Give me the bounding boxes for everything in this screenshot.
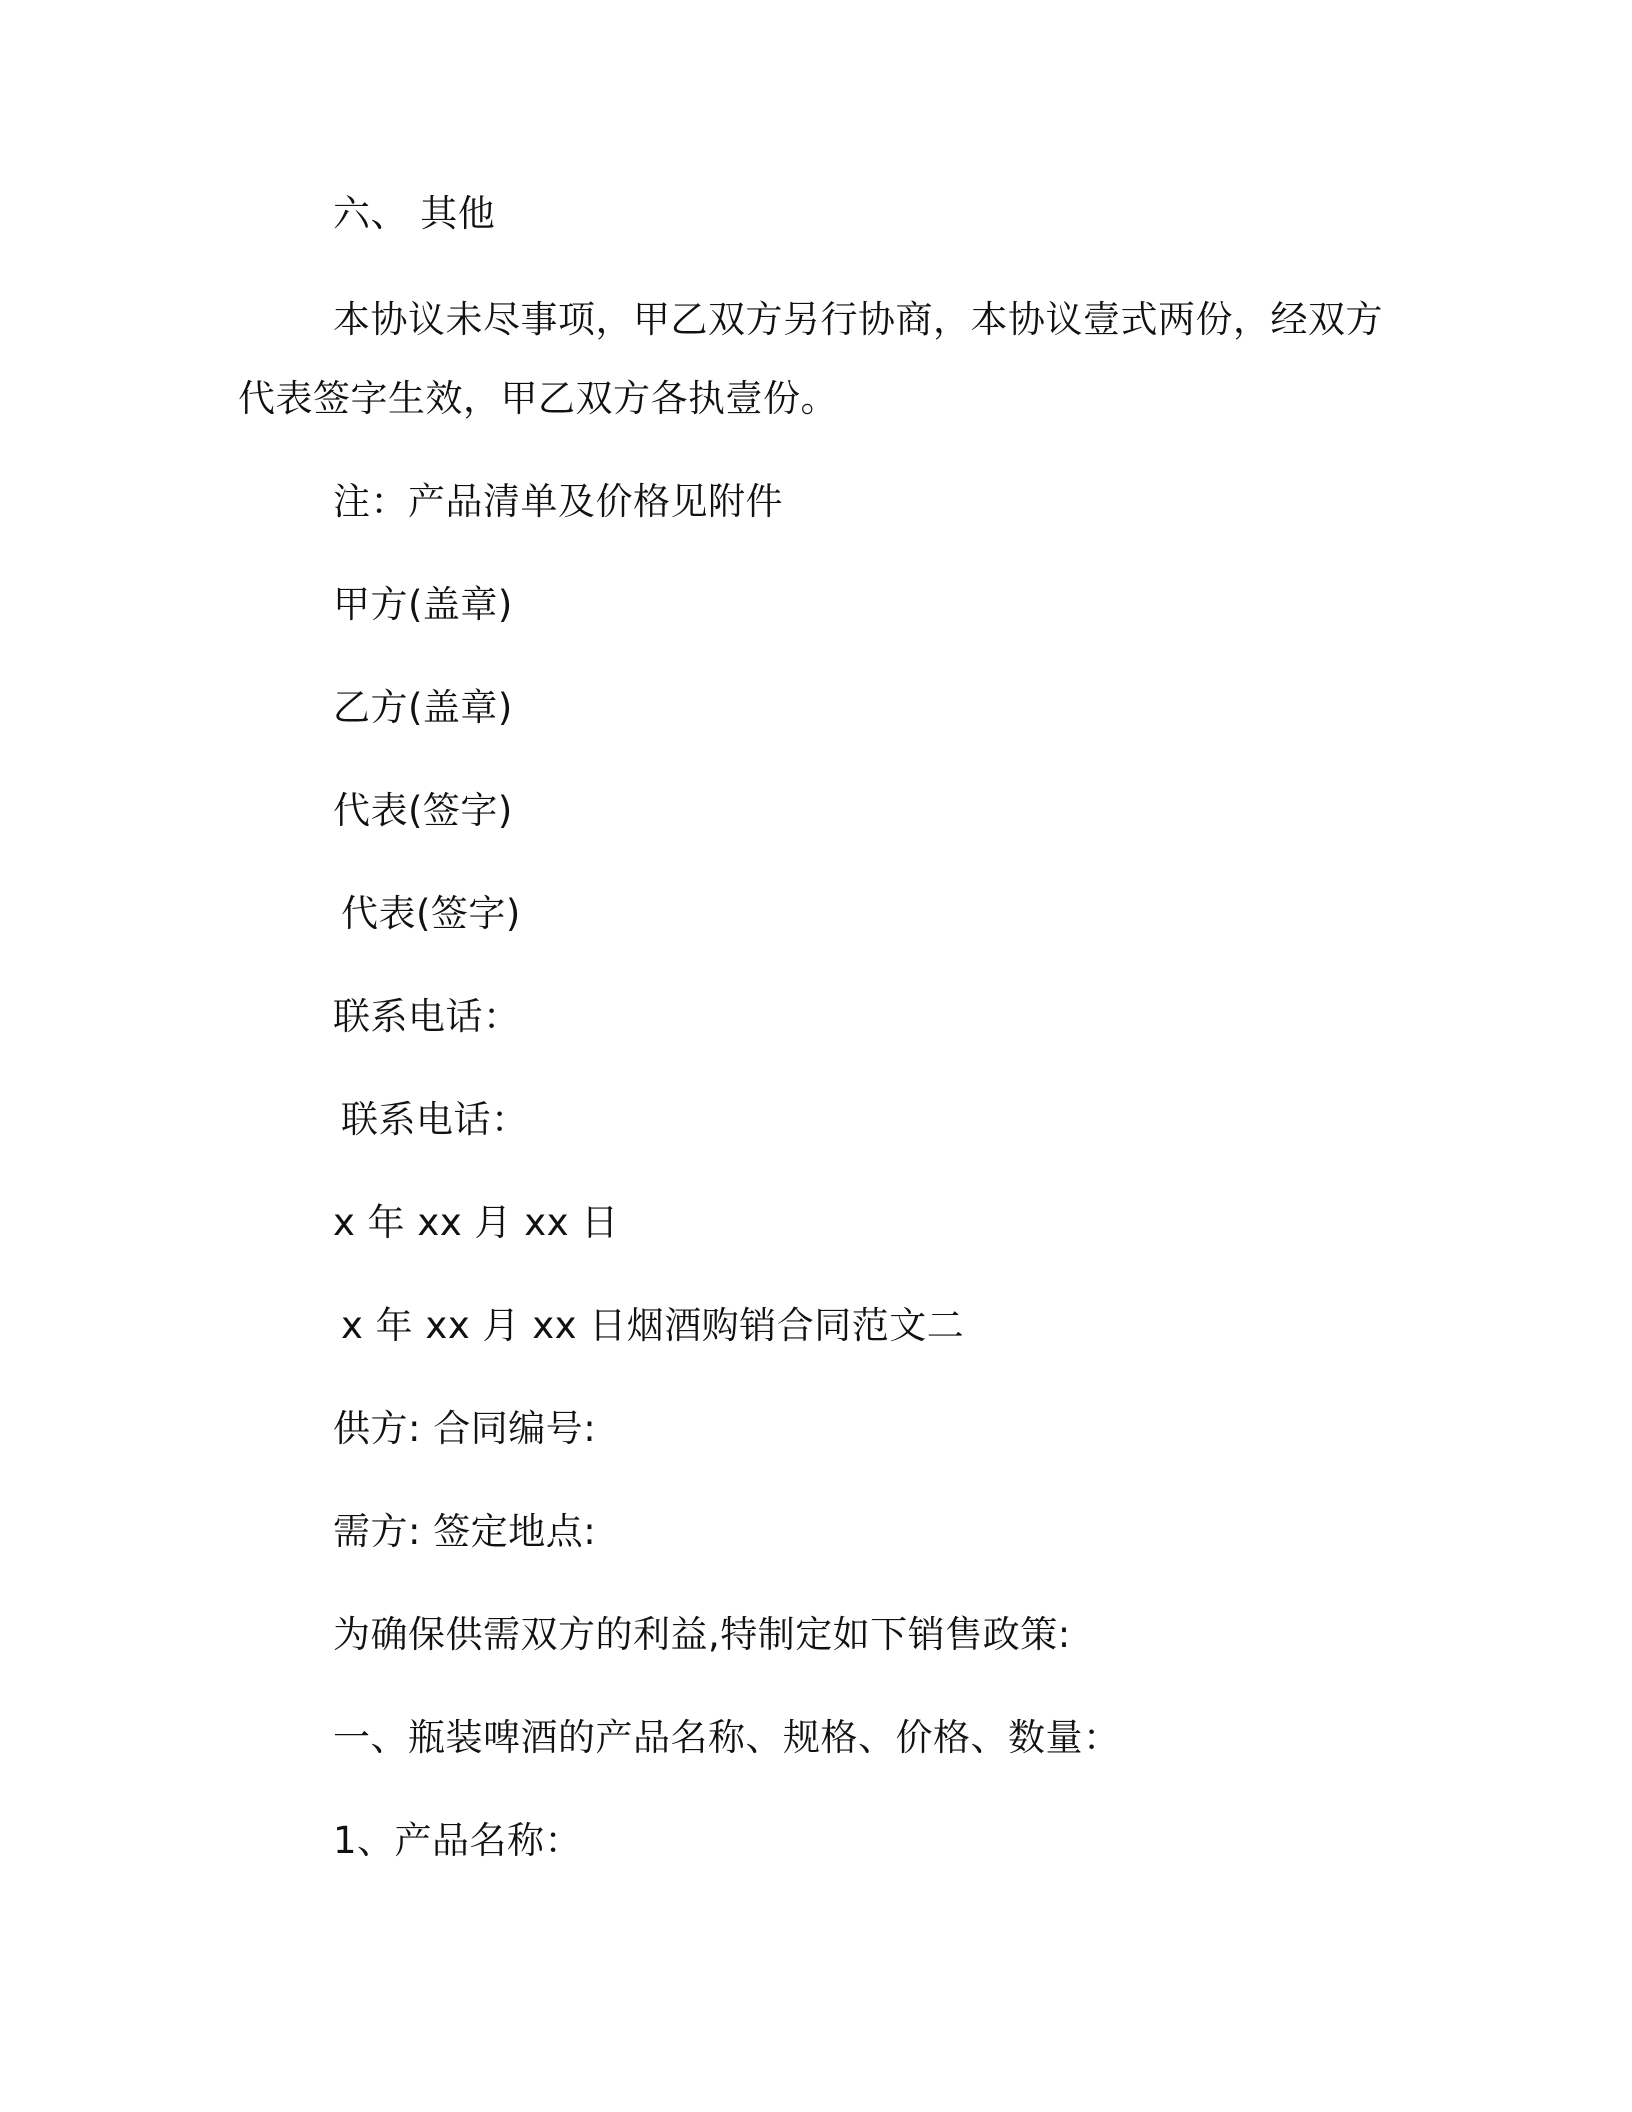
section-heading-other: 六、 其他 <box>333 192 496 235</box>
agreement-paragraph-line-1: 本协议未尽事项，甲乙双方另行协商，本协议壹式两份，经双方 <box>333 298 1383 341</box>
sales-policy-intro: 为确保供需双方的利益,特制定如下销售政策: <box>333 1613 1071 1656</box>
contact-phone-a: 联系电话： <box>333 995 521 1038</box>
date-line-b-with-title: x 年 xx 月 xx 日烟酒购销合同范文二 <box>341 1304 965 1347</box>
note-line: 注：产品清单及价格见附件 <box>333 480 783 523</box>
supplier-contract-number: 供方: 合同编号: <box>333 1407 597 1450</box>
buyer-signing-place: 需方: 签定地点: <box>333 1510 597 1553</box>
contact-phone-b: 联系电话： <box>341 1098 529 1141</box>
section-heading-product-info: 一、瓶装啤酒的产品名称、规格、价格、数量： <box>333 1716 1121 1759</box>
agreement-paragraph-line-2: 代表签字生效，甲乙双方各执壹份。 <box>238 377 838 420</box>
representative-signature-a: 代表(签字) <box>333 789 513 832</box>
party-b-seal: 乙方(盖章) <box>333 686 513 729</box>
date-line-a: x 年 xx 月 xx 日 <box>333 1201 619 1244</box>
party-a-seal: 甲方(盖章) <box>333 583 513 626</box>
product-name-item: 1、产品名称： <box>333 1819 583 1862</box>
representative-signature-b: 代表(签字) <box>341 892 521 935</box>
